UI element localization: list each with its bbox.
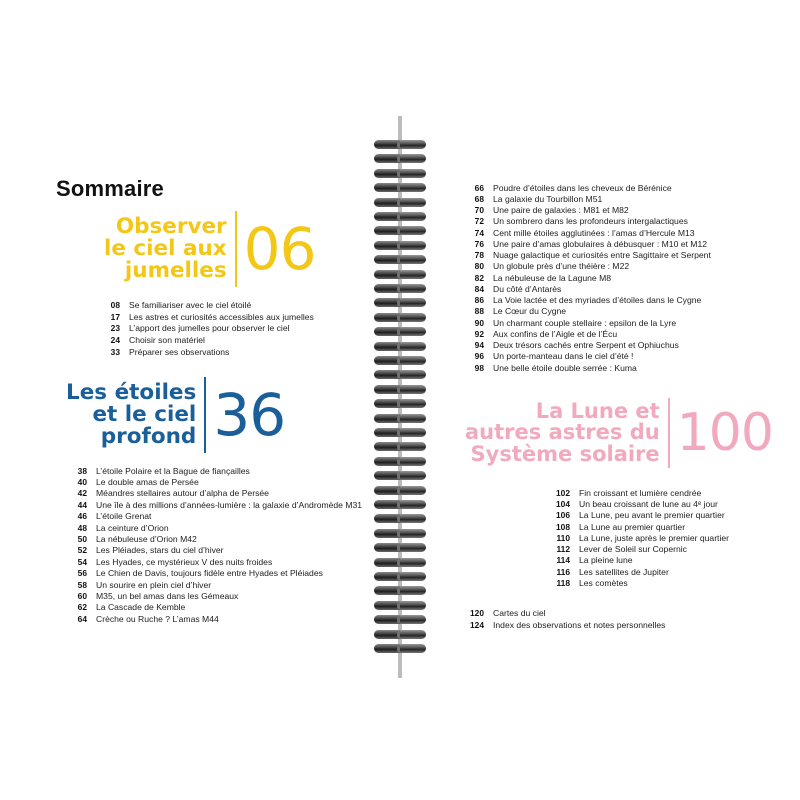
spiral-ring [374, 385, 426, 394]
toc-entry [460, 238, 711, 249]
toc-entry [63, 488, 362, 499]
section-title-line: Observer [115, 214, 227, 240]
toc-page-number: 23 [110, 323, 120, 334]
toc-entry-title: Cartes du ciel [493, 607, 546, 618]
toc-entry [96, 311, 314, 323]
toc-entry-title: Une paire d’amas globulaires à débusquer : M10 et M12 [493, 238, 708, 249]
spiral-ring [374, 198, 426, 207]
toc-entry [460, 283, 711, 294]
spiral-ring [374, 514, 426, 523]
toc-page-number: 84 [474, 283, 484, 294]
toc-page-number: 114 [556, 555, 570, 566]
toc-entry [460, 182, 711, 193]
toc-entry [96, 346, 314, 358]
toc-entry [546, 521, 729, 532]
toc-page-number: 42 [77, 488, 87, 499]
section-page-number: 06 [243, 215, 316, 283]
spiral-ring [374, 270, 426, 279]
toc-list-ciel-profond-a [63, 465, 362, 624]
toc-entry [460, 250, 711, 261]
toc-entry [460, 272, 711, 283]
toc-entry-title: La nébuleuse d’Orion M42 [96, 534, 197, 545]
toc-entry [546, 566, 729, 577]
toc-page-number: 124 [470, 619, 484, 630]
toc-entry [460, 340, 711, 351]
section-page-number: 36 [213, 381, 286, 449]
toc-entry [63, 533, 362, 544]
toc-entry-title: L’étoile Polaire et la Bague de fiançailles [96, 465, 250, 476]
toc-page-number: 82 [474, 272, 484, 283]
section-title-line: le ciel aux [104, 236, 227, 262]
spiral-ring [374, 428, 426, 437]
toc-entry-title: Cent mille étoiles agglutinées : l’amas d’Hercule M13 [493, 227, 695, 238]
section-header-systeme-solaire [465, 398, 773, 468]
toc-entry [63, 579, 362, 590]
toc-page-number: 66 [474, 182, 484, 193]
toc-entry-title: Une belle étoile double serrée : Kuma [493, 362, 637, 373]
toc-entry [63, 613, 362, 624]
spiral-ring [374, 370, 426, 379]
spiral-ring [374, 342, 426, 351]
toc-entry [63, 499, 362, 510]
spiral-ring [374, 226, 426, 235]
toc-page-number: 74 [474, 227, 484, 238]
section-title-line: jumelles [124, 257, 227, 283]
toc-page-number: 38 [77, 465, 87, 476]
toc-page-number: 08 [110, 299, 120, 310]
spiral-ring [374, 255, 426, 264]
toc-page-number: 58 [77, 579, 87, 590]
toc-entry-title: Crèche ou Ruche ? L’amas M44 [96, 613, 219, 624]
spiral-ring [374, 327, 426, 336]
toc-entry [63, 556, 362, 567]
toc-entry-title: Lever de Soleil sur Copernic [579, 544, 687, 555]
toc-entry-title: Les comètes [579, 578, 628, 589]
toc-entry [546, 487, 729, 498]
section-divider [668, 398, 670, 468]
section-header-jumelles [104, 211, 315, 287]
toc-entry [63, 511, 362, 522]
toc-page-number: 112 [556, 544, 570, 555]
section-divider [204, 377, 206, 453]
spiral-ring [374, 529, 426, 538]
toc-page-number: 60 [77, 590, 87, 601]
toc-page-number: 102 [556, 487, 570, 498]
toc-entry-title: Un beau croissant de lune au 4ᵉ jour [579, 498, 718, 509]
spiral-ring [374, 212, 426, 221]
toc-entry-title: Un sourire en plein ciel d’hiver [96, 579, 212, 590]
spiral-ring [374, 586, 426, 595]
toc-entry-title: Les Hyades, ce mystérieux V des nuits froides [96, 556, 273, 567]
toc-page-number: 96 [474, 351, 484, 362]
toc-entry [63, 522, 362, 533]
toc-page-number: 110 [556, 532, 570, 543]
spiral-ring [374, 630, 426, 639]
toc-page-number: 86 [474, 295, 484, 306]
toc-page-number: 116 [556, 566, 570, 577]
section-divider [235, 211, 237, 287]
toc-entry-title: Les astres et curiosités accessibles aux jumelles [129, 311, 314, 322]
toc-entry-title: La Lune, juste après le premier quartier [579, 532, 729, 543]
section-title-line: et le ciel [92, 402, 197, 428]
spiral-ring [374, 471, 426, 480]
toc-entry [460, 216, 711, 227]
toc-entry [460, 317, 711, 328]
toc-page-number: 54 [77, 556, 87, 567]
toc-page-number: 104 [556, 498, 570, 509]
spiral-ring [374, 558, 426, 567]
toc-entry [460, 328, 711, 339]
section-header-ciel-profond [66, 377, 285, 453]
toc-page-number: 88 [474, 306, 484, 317]
toc-page-number: 118 [556, 578, 570, 589]
toc-page-number: 64 [77, 613, 87, 624]
toc-entry-title: La ceinture d’Orion [96, 522, 169, 533]
toc-entry-title: La Lune, peu avant le premier quartier [579, 510, 725, 521]
spiral-ring [374, 154, 426, 163]
toc-page-number: 50 [77, 534, 87, 545]
page-title: Sommaire [56, 176, 164, 201]
toc-entry-title: Se familiariser avec le ciel étoilé [129, 299, 252, 310]
toc-entry [63, 465, 362, 476]
toc-entry-title: Une paire de galaxies : M81 et M82 [493, 205, 629, 216]
spiral-ring [374, 543, 426, 552]
toc-page-number: 46 [77, 511, 87, 522]
toc-entry [63, 476, 362, 487]
spiral-ring [374, 572, 426, 581]
toc-entry-title: La nébuleuse de la Lagune M8 [493, 272, 612, 283]
toc-list-annexes [460, 607, 665, 631]
spiral-ring [374, 500, 426, 509]
toc-entry [460, 619, 665, 631]
toc-entry-title: Le double amas de Persée [96, 477, 199, 488]
toc-entry-title: L’apport des jumelles pour observer le ciel [129, 323, 290, 334]
spiral-ring [374, 169, 426, 178]
spiral-ring [374, 457, 426, 466]
toc-list-jumelles [96, 299, 314, 358]
toc-list-systeme-solaire [546, 487, 729, 589]
toc-page-number: 33 [110, 347, 120, 358]
toc-entry [546, 577, 729, 588]
spiral-ring [374, 313, 426, 322]
spiral-ring [374, 140, 426, 149]
section-page-number: 100 [676, 403, 773, 463]
spiral-ring [374, 414, 426, 423]
toc-page-number: 68 [474, 193, 484, 204]
toc-entry [546, 543, 729, 554]
spiral-ring [374, 356, 426, 365]
spiral-ring [374, 399, 426, 408]
spiral-binding [374, 140, 426, 660]
toc-entry-title: Les Pléiades, stars du ciel d’hiver [96, 545, 224, 556]
toc-entry-title: M35, un bel amas dans les Gémeaux [96, 590, 239, 601]
toc-entry-title: Le Chien de Davis, toujours fidèle entre Hyades et Pléiades [96, 568, 323, 579]
section-title [104, 216, 227, 282]
toc-page-number: 17 [110, 311, 120, 322]
toc-entry-title: Les satellites de Jupiter [579, 566, 669, 577]
spiral-ring [374, 284, 426, 293]
toc-entry [546, 532, 729, 543]
toc-page-number: 106 [556, 510, 570, 521]
toc-entry-title: Un sombrero dans les profondeurs intergalactiques [493, 216, 688, 227]
toc-entry [63, 545, 362, 556]
toc-entry [460, 227, 711, 238]
section-title-line: La Lune et [535, 398, 660, 423]
toc-entry-title: Choisir son matériel [129, 335, 205, 346]
spiral-ring [374, 442, 426, 451]
toc-entry-title: Un charmant couple stellaire : epsilon de la Lyre [493, 317, 677, 328]
toc-page-number: 62 [77, 602, 87, 613]
toc-entry-title: Nuage galactique et curiosités entre Sagittaire et Serpent [493, 250, 711, 261]
section-title-line: profond [100, 423, 197, 449]
toc-page-number: 48 [77, 522, 87, 533]
toc-entry-title: L’étoile Grenat [96, 511, 152, 522]
toc-page-number: 24 [110, 335, 120, 346]
spiral-ring [374, 183, 426, 192]
toc-entry [460, 607, 665, 619]
toc-page-number: 98 [474, 362, 484, 373]
toc-entry-title: La galaxie du Tourbillon M51 [493, 193, 603, 204]
section-title-line: autres astres du [465, 420, 660, 445]
toc-entry-title: La Cascade de Kemble [96, 602, 186, 613]
toc-entry [460, 295, 711, 306]
toc-entry-title: Un globule près d’une théière : M22 [493, 261, 630, 272]
spiral-ring [374, 486, 426, 495]
toc-page-number: 40 [77, 477, 87, 488]
toc-entry [63, 568, 362, 579]
toc-page-number: 72 [474, 216, 484, 227]
toc-page-number: 56 [77, 568, 87, 579]
toc-entry [546, 555, 729, 566]
toc-page-number: 108 [556, 521, 570, 532]
toc-entry-title: Aux confins de l’Aigle et de l’Écu [493, 328, 618, 339]
toc-entry-title: Le Cœur du Cygne [493, 306, 567, 317]
spiral-ring [374, 615, 426, 624]
toc-entry [63, 590, 362, 601]
toc-entry [460, 205, 711, 216]
toc-entry [460, 351, 711, 362]
toc-page-number: 80 [474, 261, 484, 272]
toc-entry-title: Index des observations et notes personnelles [493, 619, 666, 630]
toc-entry-title: La Lune au premier quartier [579, 521, 686, 532]
toc-entry-title: Méandres stellaires autour d’alpha de Persée [96, 488, 269, 499]
toc-entry [96, 323, 314, 335]
toc-entry-title: Poudre d’étoiles dans les cheveux de Bérénice [493, 182, 672, 193]
toc-page-number: 78 [474, 250, 484, 261]
toc-entry-title: La Voie lactée et des myriades d’étoiles dans le Cygne [493, 295, 702, 306]
toc-entry-title: Fin croissant et lumière cendrée [579, 487, 702, 498]
section-title [66, 382, 196, 448]
section-title-line: Les étoiles [66, 380, 197, 406]
toc-entry-title: Du côté d’Antarès [493, 283, 562, 294]
toc-entry [96, 299, 314, 311]
spiral-ring [374, 601, 426, 610]
toc-page-number: 76 [474, 238, 484, 249]
toc-entry-title: Une île à des millions d’années-lumière : la galaxie d’Andromède M31 [96, 499, 363, 510]
toc-entry [460, 193, 711, 204]
toc-page-number: 90 [474, 317, 484, 328]
spiral-ring [374, 241, 426, 250]
toc-list-ciel-profond-b [460, 182, 711, 373]
toc-page-number: 92 [474, 328, 484, 339]
toc-page-number: 70 [474, 205, 484, 216]
section-title-line: Système solaire [470, 441, 660, 466]
toc-entry-title: Préparer ses observations [129, 347, 230, 358]
toc-entry [460, 306, 711, 317]
toc-entry [460, 362, 711, 373]
spiral-ring [374, 644, 426, 653]
toc-entry [63, 602, 362, 613]
toc-page-number: 52 [77, 545, 87, 556]
toc-entry [96, 334, 314, 346]
toc-entry [460, 261, 711, 272]
toc-entry-title: La pleine lune [579, 555, 633, 566]
section-title [465, 398, 660, 466]
toc-page-number: 94 [474, 340, 484, 351]
spiral-ring [374, 298, 426, 307]
toc-page-number: 44 [77, 499, 87, 510]
toc-entry-title: Un porte-manteau dans le ciel d’été ! [493, 351, 634, 362]
toc-entry [546, 498, 729, 509]
toc-entry [546, 510, 729, 521]
toc-page-number: 120 [470, 607, 484, 618]
toc-entry-title: Deux trésors cachés entre Serpent et Ophiuchus [493, 340, 679, 351]
